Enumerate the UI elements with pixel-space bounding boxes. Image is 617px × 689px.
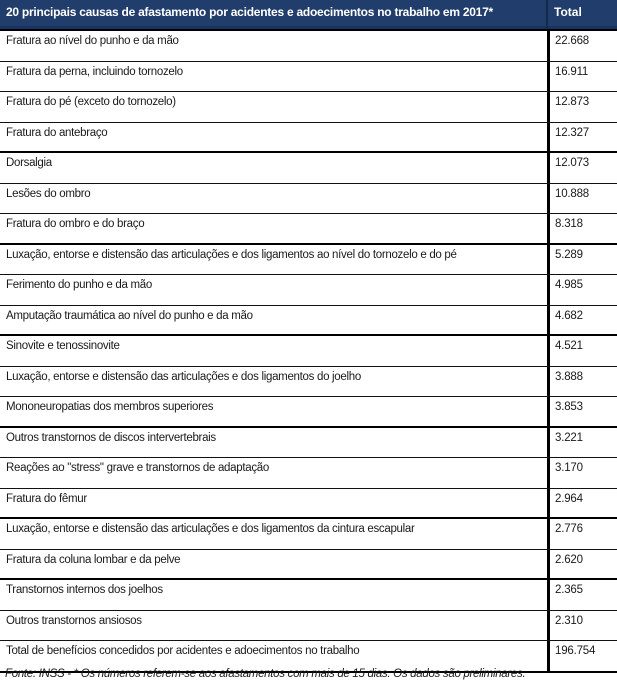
total-cell: 3.221 bbox=[555, 431, 583, 444]
cause-cell: Reações ao "stress" grave e transtornos de adaptação bbox=[0, 458, 550, 488]
cause-cell: Luxação, entorse e distensão das articulações e dos ligamentos do joelho bbox=[0, 367, 550, 397]
cause-cell: Fratura do antebraço bbox=[0, 123, 550, 152]
table-row bbox=[0, 214, 617, 245]
table-row bbox=[0, 519, 617, 550]
total-cell: 8.318 bbox=[555, 218, 583, 230]
table-row bbox=[0, 31, 617, 62]
table-row bbox=[0, 428, 617, 459]
total-cell: 16.911 bbox=[555, 65, 589, 78]
total-cell: 2.310 bbox=[555, 614, 583, 627]
total-cell: 2.776 bbox=[555, 523, 583, 535]
cause-cell: Fratura do fêmur bbox=[0, 489, 550, 518]
cause-cell: Outros transtornos ansiosos bbox=[0, 611, 550, 641]
table-row bbox=[0, 306, 617, 337]
total-cell: 3.888 bbox=[555, 370, 583, 383]
total-cell: 4.521 bbox=[555, 340, 583, 352]
cause-cell: Dorsalgia bbox=[0, 153, 550, 183]
cause-cell: Fratura da coluna lombar e da pelve bbox=[0, 550, 550, 579]
cause-cell: Luxação, entorse e distensão das articulações e dos ligamentos ao nível do tornozelo e do pé bbox=[0, 245, 550, 275]
table-row bbox=[0, 336, 617, 367]
total-cell: 22.668 bbox=[555, 35, 589, 47]
table-row bbox=[0, 550, 617, 581]
cause-cell: Luxação, entorse e distensão das articulações e dos ligamentos da cintura escapular bbox=[0, 519, 550, 549]
cause-cell: Outros transtornos de discos intervertebrais bbox=[0, 428, 550, 458]
total-cell: 2.620 bbox=[555, 553, 583, 566]
table-row bbox=[0, 153, 617, 184]
cause-cell: Lesões do ombro bbox=[0, 184, 550, 214]
table-row bbox=[0, 92, 617, 123]
total-cell: 10.888 bbox=[555, 187, 589, 200]
total-cell: 12.327 bbox=[555, 126, 589, 139]
total-cell: 12.873 bbox=[555, 96, 589, 108]
table-row bbox=[0, 397, 617, 428]
grand-total-label: Total de benefícios concedidos por acidentes e adoecimentos no trabalho bbox=[0, 641, 550, 671]
source-footnote: Fonte: INSS - * Os números referem-se aos afastamentos com mais de 15 dias. Os dados são preliminares. bbox=[5, 668, 526, 680]
table-row bbox=[0, 184, 617, 215]
table-row bbox=[0, 489, 617, 520]
table-row bbox=[0, 123, 617, 154]
table-row bbox=[0, 458, 617, 489]
total-cell: 3.170 bbox=[555, 462, 583, 474]
total-cell: 5.289 bbox=[555, 248, 583, 261]
header-cause: 20 principais causas de afastamento por acidentes e adoecimentos no trabalho em 2017* bbox=[0, 0, 548, 29]
cause-cell: Fratura ao nível do punho e da mão bbox=[0, 31, 550, 61]
table-row bbox=[0, 367, 617, 398]
cause-cell: Mononeuropatias dos membros superiores bbox=[0, 397, 550, 426]
cause-cell: Sinovite e tenossinovite bbox=[0, 336, 550, 366]
table-header bbox=[0, 0, 617, 31]
table-row bbox=[0, 275, 617, 306]
total-cell: 12.073 bbox=[555, 157, 589, 169]
total-cell: 2.365 bbox=[555, 584, 583, 596]
total-cell: 4.682 bbox=[555, 309, 583, 322]
cause-cell: Fratura do pé (exceto do tornozelo) bbox=[0, 92, 550, 122]
total-cell: 2.964 bbox=[555, 492, 583, 505]
cause-cell: Fratura da perna, incluindo tornozelo bbox=[0, 62, 550, 92]
total-cell: 4.985 bbox=[555, 279, 583, 291]
table-row bbox=[0, 245, 617, 276]
table-row bbox=[0, 62, 617, 93]
cause-cell: Amputação traumática ao nível do punho e da mão bbox=[0, 306, 550, 335]
header-total: Total bbox=[554, 5, 582, 19]
table-row bbox=[0, 580, 617, 611]
table-row bbox=[0, 611, 617, 642]
cause-cell: Fratura do ombro e do braço bbox=[0, 214, 550, 243]
cause-cell: Transtornos internos dos joelhos bbox=[0, 580, 550, 610]
total-cell: 3.853 bbox=[555, 401, 583, 413]
cause-cell: Ferimento do punho e da mão bbox=[0, 275, 550, 305]
grand-total-value: 196.754 bbox=[555, 645, 596, 657]
